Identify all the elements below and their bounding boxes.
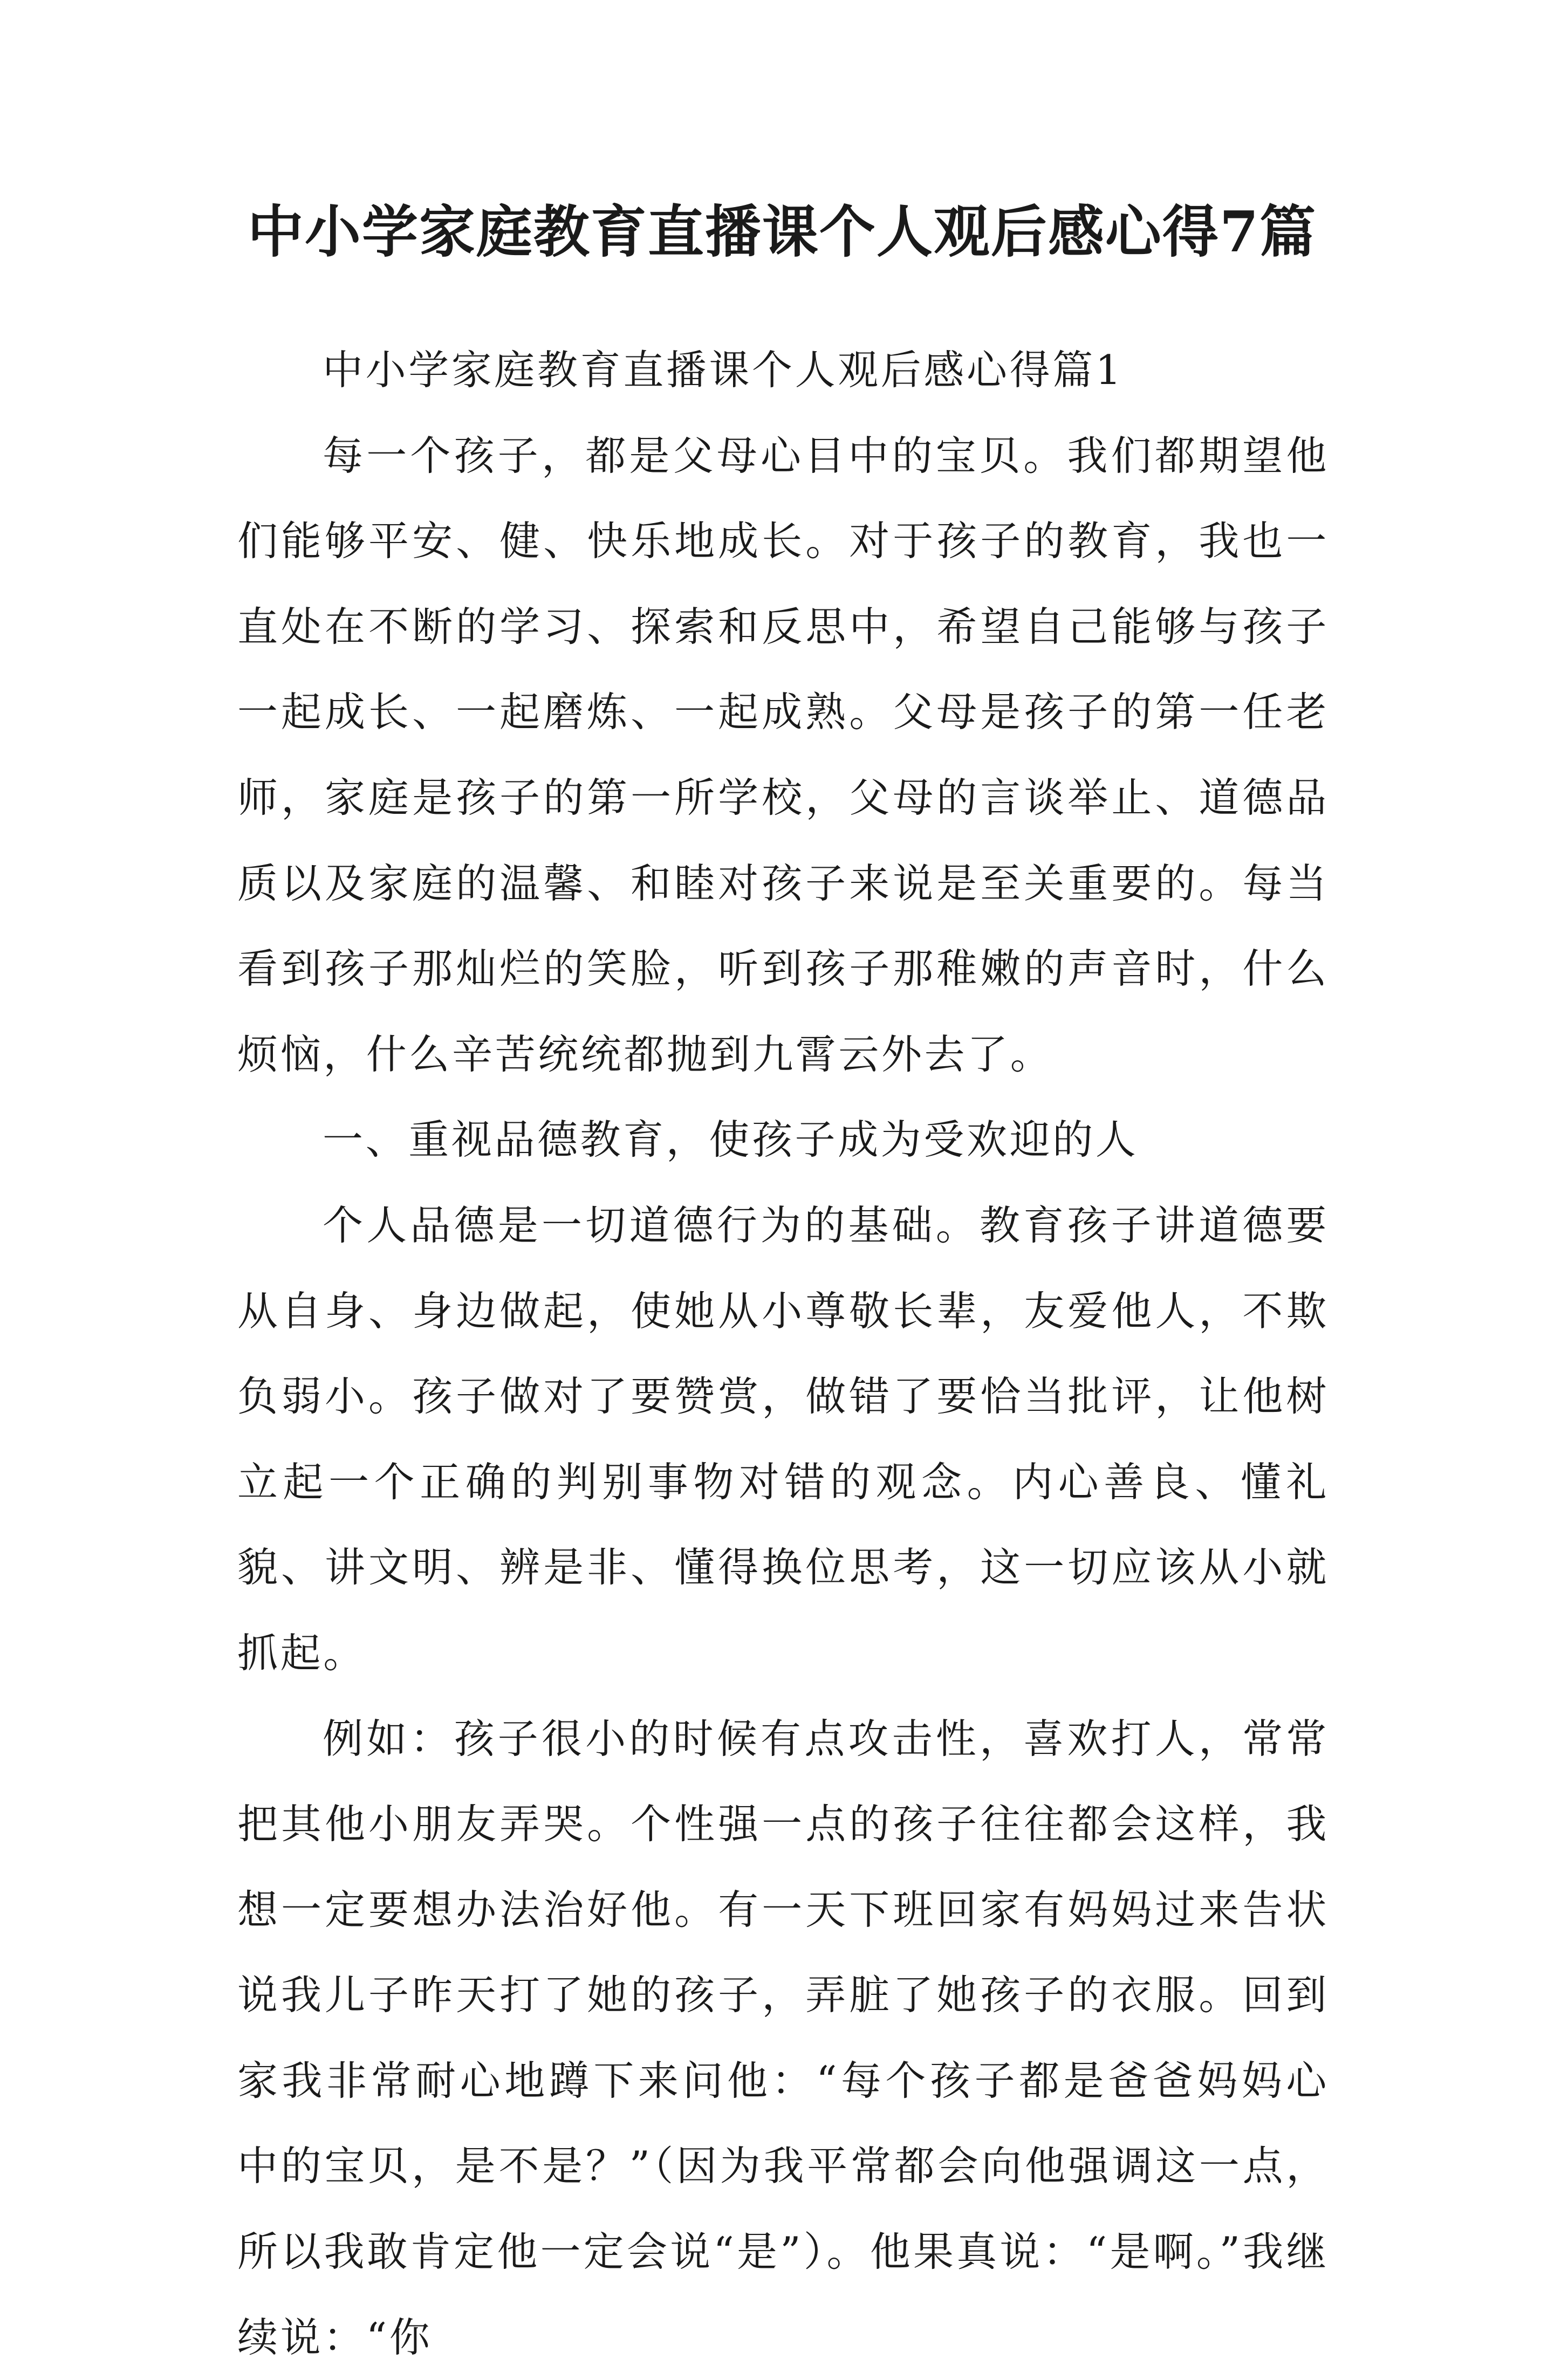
body-paragraph: 例如：孩子很小的时候有点攻击性，喜欢打人，常常把其他小朋友弄哭。个性强一点的孩子往往都会这样，我想一定要想办法治好他。有一天下班回家有妈妈过来告状说我儿子昨天打了她的孩子，弄脏了她孩子的衣服。回到家我非常耐心地蹲下来问他：“每个孩子都是爸爸妈妈心中的宝贝，是不是？”（因为我平常都会向他强调这一点，所以我敢肯定他一定会说“是”）。他果真说：“是啊。”我继续说：“你 [237,1696,1329,2380]
document-body [237,327,1329,2380]
subsection-heading: 一、重视品德教育，使孩子成为受欢迎的人 [237,1097,1329,1183]
section-heading: 中小学家庭教育直播课个人观后感心得篇1 [237,327,1329,413]
document-title: 中小学家庭教育直播课个人观后感心得7篇 [237,194,1327,270]
body-paragraph: 个人品德是一切道德行为的基础。教育孩子讲道德要从自身、身边做起，使她从小尊敬长辈，友爱他人，不欺负弱小。孩子做对了要赞赏，做错了要恰当批评，让他树立起一个正确的判别事物对错的观念。内心善良、懂礼貌、讲文明、辨是非、懂得换位思考，这一切应该从小就抓起。 [237,1183,1329,1696]
body-paragraph: 每一个孩子，都是父母心目中的宝贝。我们都期望他们能够平安、健、快乐地成长。对于孩子的教育，我也一直处在不断的学习、探索和反思中，希望自己能够与孩子一起成长、一起磨炼、一起成熟。父母是孩子的第一任老师，家庭是孩子的第一所学校，父母的言谈举止、道德品质以及家庭的温馨、和睦对孩子来说是至关重要的。每当看到孩子那灿烂的笑脸，听到孩子那稚嫩的声音时，什么烦恼，什么辛苦统统都抛到九霄云外去了。 [237,413,1329,1098]
